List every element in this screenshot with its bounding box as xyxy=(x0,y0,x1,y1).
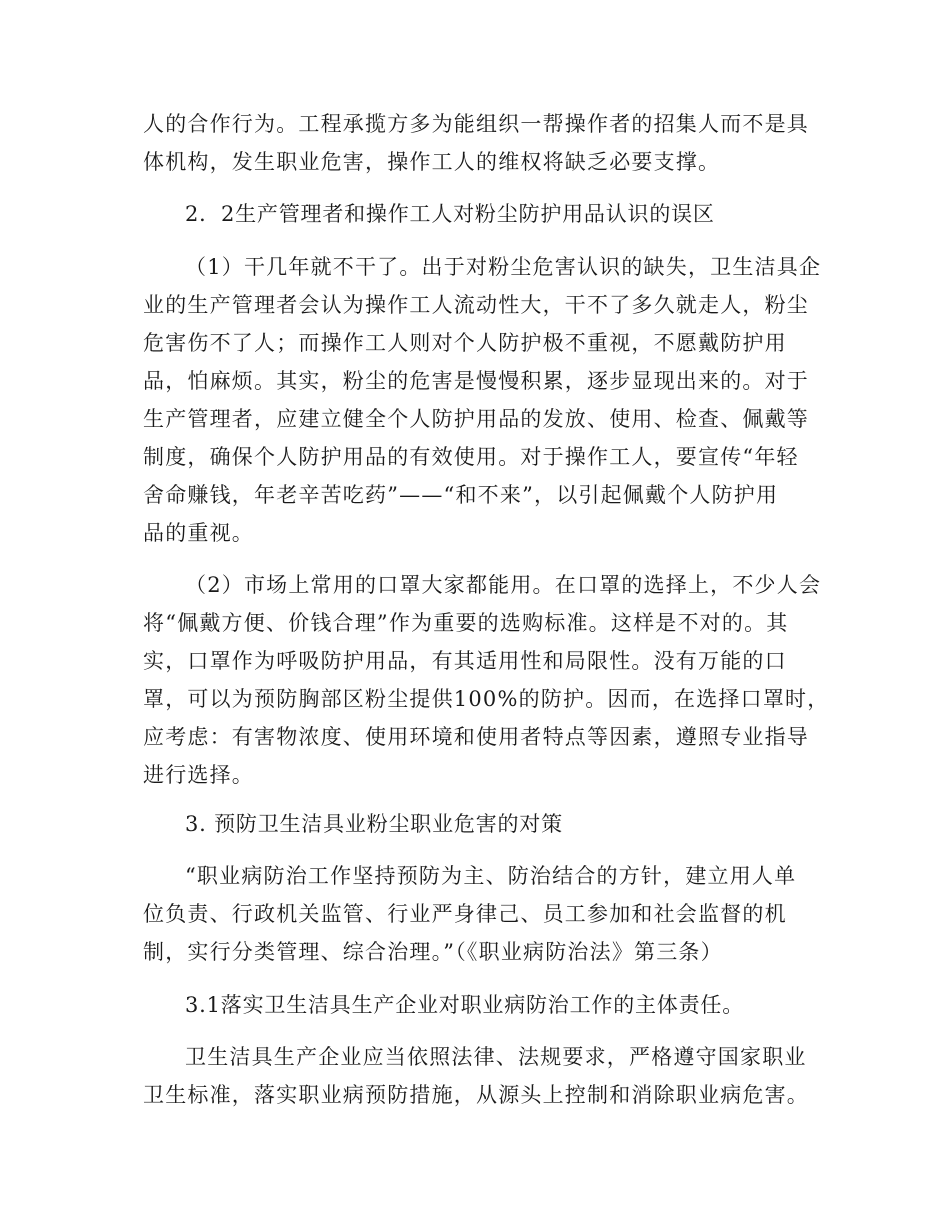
text-line: （2）市场上常用的口罩大家都能用。在口罩的选择上，不少人会 xyxy=(185,573,822,597)
text-line: 应考虑：有害物浓度、使用环境和使用者特点等因素，遵照专业指导 xyxy=(143,725,809,749)
text-line: 位负责、行政机关监管、行业严身律己、员工参加和社会监督的机 xyxy=(143,902,787,926)
text-line: “职业病防治工作坚持预防为主、防治结合的方针，建立用人单 xyxy=(185,864,797,888)
text-line: （1）干几年就不干了。出于对粉尘危害认识的缺失，卫生洁具企 xyxy=(185,255,822,279)
text-line: 罩，可以为预防胸部区粉尘提供100%的防护。因而，在选择口罩时， xyxy=(143,687,830,711)
text-line: 品的重视。 xyxy=(143,521,254,545)
text-line: 进行选择。 xyxy=(143,763,254,787)
text-line: 制度，确保个人防护用品的有效使用。对于操作工人，要宣传“年轻 xyxy=(143,445,799,469)
text-line: 危害伤不了人；而操作工人则对个人防护极不重视，不愿戴防护用 xyxy=(143,331,787,355)
text-line: 人的合作行为。工程承揽方多为能组织一帮操作者的招集人而不是具 xyxy=(143,112,809,136)
text-line: 舍命赚钱，年老辛苦吃药”——“和不来”，以引起佩戴个人防护用 xyxy=(143,483,779,507)
section-heading-3-1: 3.1落实卫生洁具生产企业对职业病防治工作的主体责任。 xyxy=(185,993,744,1017)
text-line: 体机构，发生职业危害，操作工人的维权将缺乏必要支撑。 xyxy=(143,150,721,174)
text-line: 生产管理者，应建立健全个人防护用品的发放、使用、检查、佩戴等 xyxy=(143,407,809,431)
text-line: 实，口罩作为呼吸防护用品，有其适用性和局限性。没有万能的口 xyxy=(143,649,787,673)
text-line: 品，怕麻烦。其实，粉尘的危害是慢慢积累，逐步显现出来的。对于 xyxy=(143,369,809,393)
text-line: 卫生标准，落实职业病预防措施，从源头上控制和消除职业病危害。 xyxy=(143,1083,809,1107)
text-line: 卫生洁具生产企业应当依照法律、法规要求，严格遵守国家职业 xyxy=(185,1045,807,1069)
section-heading-2-2: 2．2生产管理者和操作工人对粉尘防护用品认识的误区 xyxy=(185,202,715,226)
text-line: 将“佩戴方便、价钱合理”作为重要的选购标准。这样是不对的。其 xyxy=(143,611,789,635)
section-heading-3: 3. 预防卫生洁具业粉尘职业危害的对策 xyxy=(185,812,563,836)
text-line: 业的生产管理者会认为操作工人流动性大，干不了多久就走人，粉尘 xyxy=(143,293,809,317)
text-line: 制，实行分类管理、综合治理。”（《职业病防治法》第三条） xyxy=(143,940,723,964)
